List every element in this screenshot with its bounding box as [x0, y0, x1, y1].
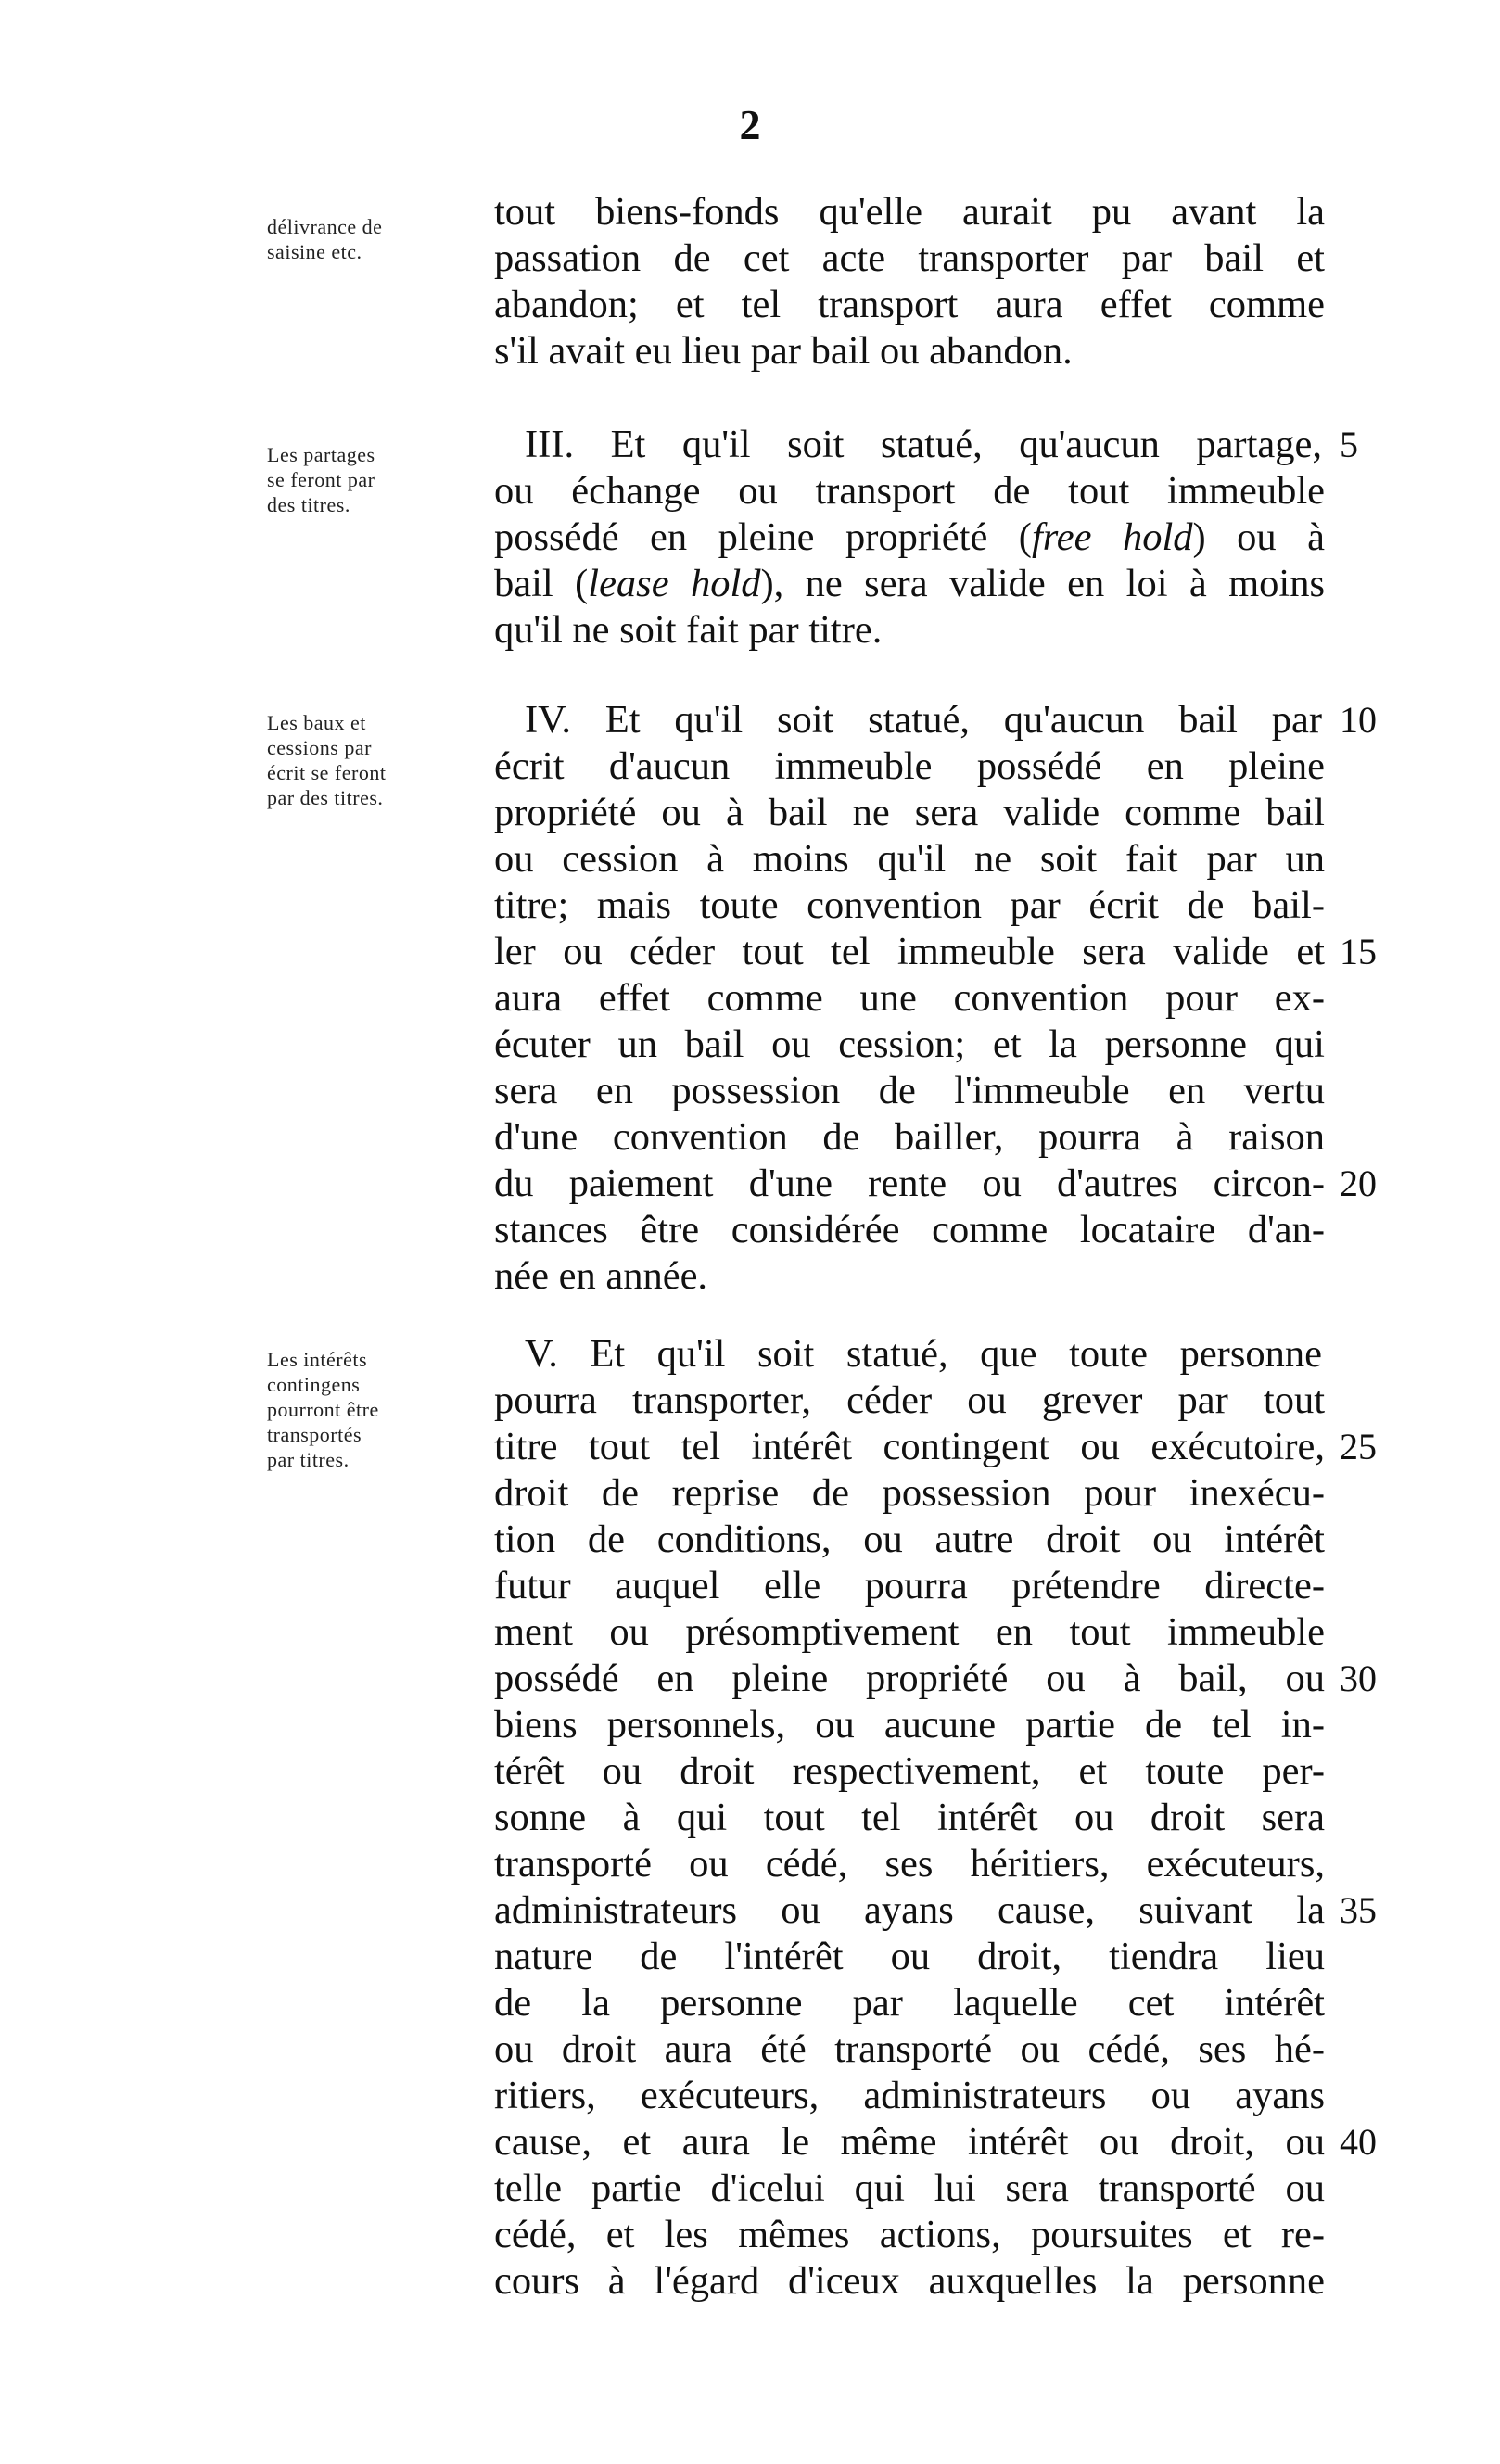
- page-number: 2: [739, 101, 761, 148]
- margin-note: [267, 710, 489, 810]
- text-line: ou cession à moins qu'il ne soit fait par un: [494, 837, 1325, 881]
- margin-note-line: se feront par: [267, 468, 375, 491]
- text-line: s'il avait eu lieu par bail ou abandon.: [494, 329, 1073, 373]
- text-line: écrit d'aucun immeuble possédé en pleine: [494, 744, 1325, 788]
- text-line: futur auquel elle pourra prétendre directe-: [494, 1564, 1325, 1607]
- text-line: du paiement d'une rente ou d'autres circon-: [494, 1162, 1325, 1205]
- text-line: ritiers, exécuteurs, administrateurs ou ayans: [494, 2074, 1325, 2117]
- line-number: 40: [1340, 2121, 1377, 2163]
- margin-note-line: par titres.: [267, 1448, 350, 1471]
- text-line: ou échange ou transport de tout immeuble: [494, 469, 1325, 513]
- text-line: ou droit aura été transporté ou cédé, ses hé-: [494, 2027, 1325, 2071]
- text-line: pourra transporter, céder ou grever par tout: [494, 1378, 1325, 1422]
- line-number: 20: [1340, 1162, 1377, 1204]
- text-line: d'une convention de bailler, pourra à raison: [494, 1115, 1325, 1159]
- margin-note-line: Les intérêts: [267, 1348, 368, 1371]
- line-number: 25: [1340, 1426, 1377, 1467]
- text-line: tion de conditions, ou autre droit ou intérêt: [494, 1518, 1325, 1561]
- line-number: 35: [1340, 1889, 1377, 1931]
- margin-note-line: saisine etc.: [267, 240, 362, 263]
- text-line: droit de reprise de possession pour inexécu-: [494, 1471, 1325, 1515]
- text-line: de la personne par laquelle cet intérêt: [494, 1981, 1325, 2025]
- text-line: térêt ou droit respectivement, et toute per-: [494, 1749, 1325, 1793]
- margin-note-line: Les partages: [267, 443, 375, 466]
- margin-note-line: pourront être: [267, 1398, 379, 1421]
- text-line: ler ou céder tout tel immeuble sera valide et: [494, 930, 1325, 973]
- margin-note-line: transportés: [267, 1423, 362, 1446]
- margin-note-line: contingens: [267, 1373, 361, 1396]
- margin-note-line: Les baux et: [267, 711, 366, 734]
- margin-note: [267, 1347, 489, 1472]
- text-line: titre tout tel intérêt contingent ou exécutoire,: [494, 1425, 1325, 1468]
- text-line: cause, et aura le même intérêt ou droit, ou: [494, 2120, 1325, 2164]
- text-line: biens personnels, ou aucune partie de tel in-: [494, 1703, 1325, 1746]
- italic-term: free hold: [1031, 515, 1193, 559]
- text-line: qu'il ne soit fait par titre.: [494, 608, 883, 652]
- text-line: possédé en pleine propriété ou à bail, ou: [494, 1657, 1325, 1700]
- text-line: sera en possession de l'immeuble en vertu: [494, 1069, 1325, 1112]
- text-line: tout biens-fonds qu'elle aurait pu avant la: [494, 190, 1325, 234]
- text-line: aura effet comme une convention pour ex-: [494, 976, 1325, 1020]
- line-number: 10: [1340, 699, 1377, 741]
- text-line: IV. Et qu'il soit statué, qu'aucun bail par: [525, 698, 1322, 742]
- margin-note-line: délivrance de: [267, 215, 383, 238]
- margin-note-line: par des titres.: [267, 786, 384, 809]
- margin-note: [267, 214, 489, 264]
- margin-note-line: cessions par: [267, 736, 372, 759]
- text-line: propriété ou à bail ne sera valide comme bail: [494, 791, 1325, 834]
- text-line: V. Et qu'il soit statué, que toute personne: [525, 1332, 1322, 1376]
- text-line: cédé, et les mêmes actions, poursuites et re-: [494, 2213, 1325, 2256]
- text-line: possédé en pleine propriété (free hold) ou à: [494, 515, 1325, 559]
- text-line: telle partie d'icelui qui lui sera transporté ou: [494, 2166, 1325, 2210]
- text-line: née en année.: [494, 1254, 708, 1298]
- margin-note-line: des titres.: [267, 493, 350, 516]
- text-line: passation de cet acte transporter par bail et: [494, 236, 1325, 280]
- line-number: 5: [1340, 424, 1358, 465]
- text-line: écuter un bail ou cession; et la personne qui: [494, 1022, 1325, 1066]
- italic-term: lease hold: [588, 562, 761, 605]
- text-line: abandon; et tel transport aura effet comme: [494, 283, 1325, 326]
- line-number: 15: [1340, 931, 1377, 972]
- text-line: cours à l'égard d'iceux auxquelles la personne: [494, 2259, 1325, 2303]
- text-line: nature de l'intérêt ou droit, tiendra lieu: [494, 1935, 1325, 1978]
- text-line: sonne à qui tout tel intérêt ou droit sera: [494, 1796, 1325, 1839]
- line-number: 30: [1340, 1657, 1377, 1699]
- text-line: ment ou présomptivement en tout immeuble: [494, 1610, 1325, 1654]
- margin-note-line: écrit se feront: [267, 761, 387, 784]
- text-line: transporté ou cédé, ses héritiers, exécuteurs,: [494, 1842, 1325, 1886]
- text-line: stances être considérée comme locataire d'an-: [494, 1208, 1325, 1251]
- text-line: III. Et qu'il soit statué, qu'aucun partage,: [525, 423, 1322, 466]
- text-line: administrateurs ou ayans cause, suivant la: [494, 1888, 1325, 1932]
- margin-note: [267, 442, 489, 517]
- text-line: titre; mais toute convention par écrit de bail-: [494, 883, 1325, 927]
- text-line: bail (lease hold), ne sera valide en loi à moins: [494, 562, 1326, 605]
